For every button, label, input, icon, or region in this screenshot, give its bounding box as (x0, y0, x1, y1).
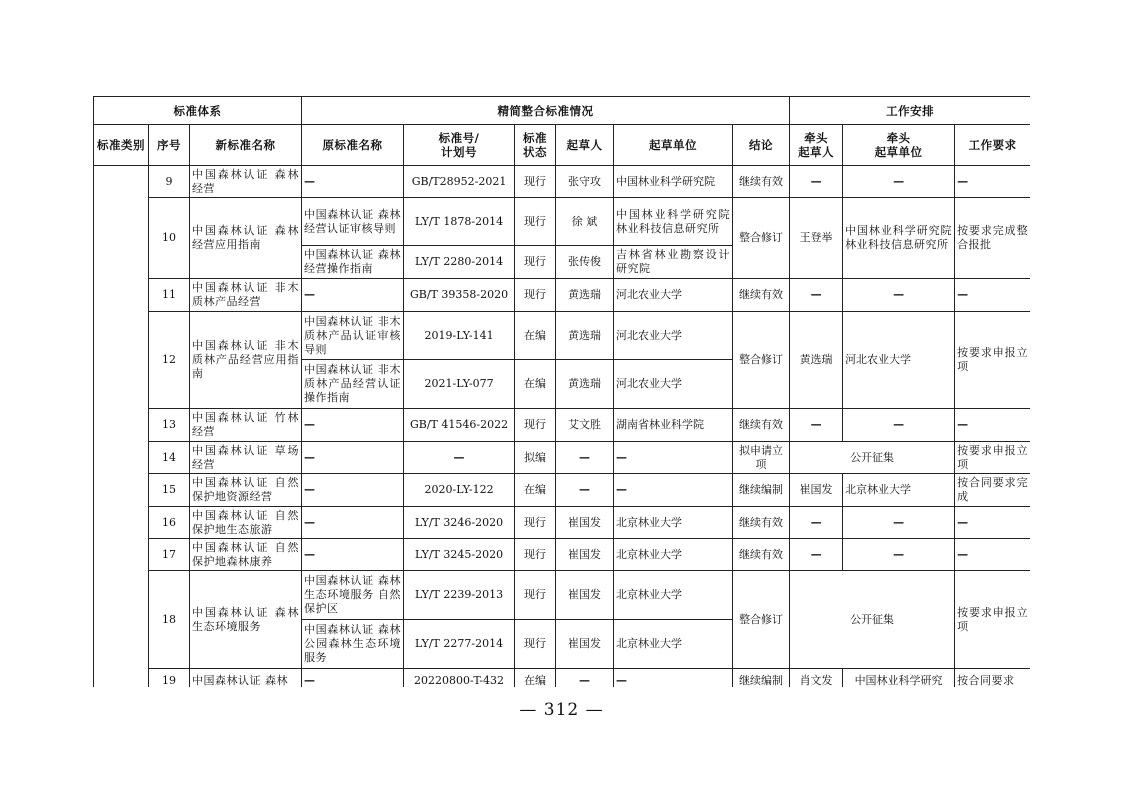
unit-cell: — (614, 669, 733, 688)
col-header-category: 标准类别 (94, 125, 149, 166)
lead-unit-cell: 北京林业大学 (843, 474, 955, 507)
col-header-drafter: 起草人 (556, 125, 614, 166)
lead-merged-cell: 公开征集 (790, 442, 955, 474)
std-no-cell: LY/T 2277-2014 (404, 620, 515, 669)
std-no-cell: 2019-LY-141 (404, 312, 515, 360)
unit-cell: 吉林省林业勘察设计研究院 (614, 246, 733, 279)
table-row (94, 442, 1031, 474)
new-name-cell: 中国森林认证 自然保护地资源经营 (190, 474, 302, 507)
status-cell: 现行 (515, 246, 556, 279)
page-number: — 312 — (519, 700, 604, 720)
unit-cell: 中国林业科学研究院 (614, 166, 733, 198)
drafter-cell: — (556, 474, 614, 507)
orig-name-cell: 中国森林认证 森林公园森林生态环境服务 (302, 620, 404, 669)
conclusion-cell: 继续有效 (733, 166, 790, 198)
orig-name-cell: — (302, 409, 404, 442)
lead-unit-cell: 中国林业科学研究 (843, 669, 955, 688)
new-name-cell: 中国森林认证 森林经营应用指南 (190, 198, 302, 279)
unit-cell: 河北农业大学 (614, 360, 733, 409)
table-row (94, 312, 1031, 360)
drafter-cell: 黄选瑞 (556, 279, 614, 312)
std-no-cell: LY/T 2280-2014 (404, 246, 515, 279)
col-header-conclusion: 结论 (733, 125, 790, 166)
std-no-cell: LY/T 3245-2020 (404, 539, 515, 571)
col-header-std-no-line1: 标准号/ (438, 131, 480, 145)
requirement-cell: — (955, 166, 1030, 198)
lead-drafter-cell: 黄选瑞 (790, 312, 843, 409)
col-header-orig-name: 原标准名称 (302, 125, 404, 166)
standards-table-wrapper (93, 96, 1030, 687)
requirement-cell: 按要求申报立项 (955, 312, 1030, 409)
seq-cell: 13 (149, 409, 190, 442)
table-row (94, 669, 1031, 688)
table-row (94, 571, 1031, 620)
lead-drafter-cell: — (790, 539, 843, 571)
orig-name-cell: 中国森林认证 森林经营操作指南 (302, 246, 404, 279)
group-header-work: 工作安排 (790, 97, 1030, 125)
status-cell: 现行 (515, 409, 556, 442)
lead-unit-cell: 河北农业大学 (843, 312, 955, 409)
seq-cell: 9 (149, 166, 190, 198)
unit-cell: 湖南省林业科学院 (614, 409, 733, 442)
lead-drafter-cell: 肖文发 (790, 669, 843, 688)
std-no-cell: GB/T 41546-2022 (404, 409, 515, 442)
seq-cell: 17 (149, 539, 190, 571)
status-cell: 在编 (515, 312, 556, 360)
unit-cell: 北京林业大学 (614, 620, 733, 669)
table-row (94, 409, 1031, 442)
col-header-unit: 起草单位 (614, 125, 733, 166)
seq-cell: 15 (149, 474, 190, 507)
orig-name-cell: — (302, 279, 404, 312)
conclusion-cell: 继续有效 (733, 507, 790, 539)
conclusion-cell: 继续有效 (733, 409, 790, 442)
status-cell: 现行 (515, 539, 556, 571)
group-header-integration: 精简整合标准情况 (302, 97, 790, 125)
unit-cell: 北京林业大学 (614, 507, 733, 539)
orig-name-cell: 中国森林认证 森林经营认证审核导则 (302, 198, 404, 246)
conclusion-cell: 整合修订 (733, 571, 790, 669)
orig-name-cell: — (302, 539, 404, 571)
drafter-cell: — (556, 669, 614, 688)
conclusion-cell: 拟申请立项 (733, 442, 790, 474)
new-name-cell: 中国森林认证 森林经营 (190, 166, 302, 198)
drafter-cell: 崔国发 (556, 571, 614, 620)
group-header-system: 标准体系 (94, 97, 302, 125)
std-no-cell: LY/T 1878-2014 (404, 198, 515, 246)
unit-cell: 中国林业科学研究院林业科技信息研究所 (614, 198, 733, 246)
std-no-cell: GB/T 39358-2020 (404, 279, 515, 312)
status-cell: 在编 (515, 474, 556, 507)
col-header-new-name: 新标准名称 (190, 125, 302, 166)
col-header-std-no-line2: 计划号 (441, 145, 478, 159)
lead-unit-cell: 中国林业科学研究院林业科技信息研究所 (843, 198, 955, 279)
seq-cell: 16 (149, 507, 190, 539)
lead-drafter-cell: 王登举 (790, 198, 843, 279)
requirement-cell: — (955, 507, 1030, 539)
col-header-lead-drafter-line1: 牵头 (804, 131, 829, 145)
orig-name-cell: — (302, 166, 404, 198)
requirement-cell: 按要求申报立项 (955, 571, 1030, 669)
std-no-cell: 2020-LY-122 (404, 474, 515, 507)
orig-name-cell: 中国森林认证 非木质林产品经营认证操作指南 (302, 360, 404, 409)
table-row (94, 539, 1031, 571)
std-no-cell: — (404, 442, 515, 474)
new-name-cell: 中国森林认证 森林 (190, 669, 302, 688)
unit-cell: 河北农业大学 (614, 312, 733, 360)
status-cell: 在编 (515, 360, 556, 409)
requirement-cell: 按合同要求 (955, 669, 1030, 688)
drafter-cell: 张传俊 (556, 246, 614, 279)
std-no-cell: LY/T 3246-2020 (404, 507, 515, 539)
new-name-cell: 中国森林认证 非木质林产品经营应用指南 (190, 312, 302, 409)
new-name-cell: 中国森林认证 非木质林产品经营 (190, 279, 302, 312)
requirement-cell: 按要求完成整合报批 (955, 198, 1030, 279)
seq-cell: 11 (149, 279, 190, 312)
lead-unit-cell: — (843, 279, 955, 312)
col-header-lead-drafter-line2: 起草人 (798, 145, 835, 159)
drafter-cell: 崔国发 (556, 539, 614, 571)
drafter-cell: 张守攻 (556, 166, 614, 198)
seq-cell: 12 (149, 312, 190, 409)
seq-cell: 14 (149, 442, 190, 474)
status-cell: 现行 (515, 507, 556, 539)
conclusion-cell: 继续编制 (733, 474, 790, 507)
col-header-status-line2: 状态 (523, 145, 548, 159)
col-header-seq: 序号 (149, 125, 190, 166)
requirement-cell: — (955, 279, 1030, 312)
seq-cell: 18 (149, 571, 190, 669)
unit-cell: 北京林业大学 (614, 571, 733, 620)
seq-cell: 10 (149, 198, 190, 279)
unit-cell: — (614, 442, 733, 474)
category-cell (94, 166, 149, 688)
standards-table (93, 96, 1030, 687)
table-row (94, 166, 1031, 198)
drafter-cell: — (556, 442, 614, 474)
new-name-cell: 中国森林认证 自然保护地生态旅游 (190, 507, 302, 539)
lead-drafter-cell: — (790, 507, 843, 539)
col-header-std-no (404, 125, 515, 166)
drafter-cell: 黄选瑞 (556, 360, 614, 409)
requirement-cell: 按合同要求完成 (955, 474, 1030, 507)
requirement-cell: — (955, 539, 1030, 571)
lead-unit-cell: — (843, 166, 955, 198)
std-no-cell: LY/T 2239-2013 (404, 571, 515, 620)
lead-unit-cell: — (843, 539, 955, 571)
unit-cell: — (614, 474, 733, 507)
std-no-cell: GB/T28952-2021 (404, 166, 515, 198)
std-no-cell: 20220800-T-432 (404, 669, 515, 688)
table-row (94, 279, 1031, 312)
status-cell: 在编 (515, 669, 556, 688)
drafter-cell: 徐 斌 (556, 198, 614, 246)
table-row (94, 507, 1031, 539)
new-name-cell: 中国森林认证 自然保护地森林康养 (190, 539, 302, 571)
col-header-lead-unit (843, 125, 955, 166)
lead-drafter-cell: — (790, 166, 843, 198)
conclusion-cell: 继续编制 (733, 669, 790, 688)
requirement-cell: — (955, 409, 1030, 442)
col-header-lead-unit-line2: 起草单位 (874, 145, 923, 159)
lead-unit-cell: — (843, 409, 955, 442)
status-cell: 现行 (515, 571, 556, 620)
drafter-cell: 黄选瑞 (556, 312, 614, 360)
col-header-status (515, 125, 556, 166)
table-row (94, 198, 1031, 246)
std-no-cell: 2021-LY-077 (404, 360, 515, 409)
col-header-status-line1: 标准 (523, 131, 548, 145)
status-cell: 拟编 (515, 442, 556, 474)
col-header-requirement: 工作要求 (955, 125, 1030, 166)
orig-name-cell: — (302, 507, 404, 539)
lead-merged-cell: 公开征集 (790, 571, 955, 669)
drafter-cell: 崔国发 (556, 620, 614, 669)
lead-drafter-cell: — (790, 279, 843, 312)
status-cell: 现行 (515, 620, 556, 669)
orig-name-cell: 中国森林认证 非木质林产品认证审核导则 (302, 312, 404, 360)
conclusion-cell: 整合修订 (733, 312, 790, 409)
table-row (94, 474, 1031, 507)
requirement-cell: 按要求申报立项 (955, 442, 1030, 474)
col-header-lead-drafter (790, 125, 843, 166)
status-cell: 现行 (515, 166, 556, 198)
col-header-lead-unit-line1: 牵头 (886, 131, 911, 145)
orig-name-cell: — (302, 442, 404, 474)
lead-drafter-cell: — (790, 409, 843, 442)
conclusion-cell: 继续有效 (733, 539, 790, 571)
orig-name-cell: — (302, 669, 404, 688)
drafter-cell: 艾文胜 (556, 409, 614, 442)
status-cell: 现行 (515, 198, 556, 246)
new-name-cell: 中国森林认证 草场经营 (190, 442, 302, 474)
table-body (94, 166, 1031, 688)
drafter-cell: 崔国发 (556, 507, 614, 539)
conclusion-cell: 继续有效 (733, 279, 790, 312)
seq-cell: 19 (149, 669, 190, 688)
new-name-cell: 中国森林认证 竹林经营 (190, 409, 302, 442)
lead-unit-cell: — (843, 507, 955, 539)
conclusion-cell: 整合修订 (733, 198, 790, 279)
orig-name-cell: 中国森林认证 森林生态环境服务 自然保护区 (302, 571, 404, 620)
new-name-cell: 中国森林认证 森林生态环境服务 (190, 571, 302, 669)
orig-name-cell: — (302, 474, 404, 507)
unit-cell: 北京林业大学 (614, 539, 733, 571)
unit-cell: 河北农业大学 (614, 279, 733, 312)
lead-drafter-cell: 崔国发 (790, 474, 843, 507)
status-cell: 现行 (515, 279, 556, 312)
